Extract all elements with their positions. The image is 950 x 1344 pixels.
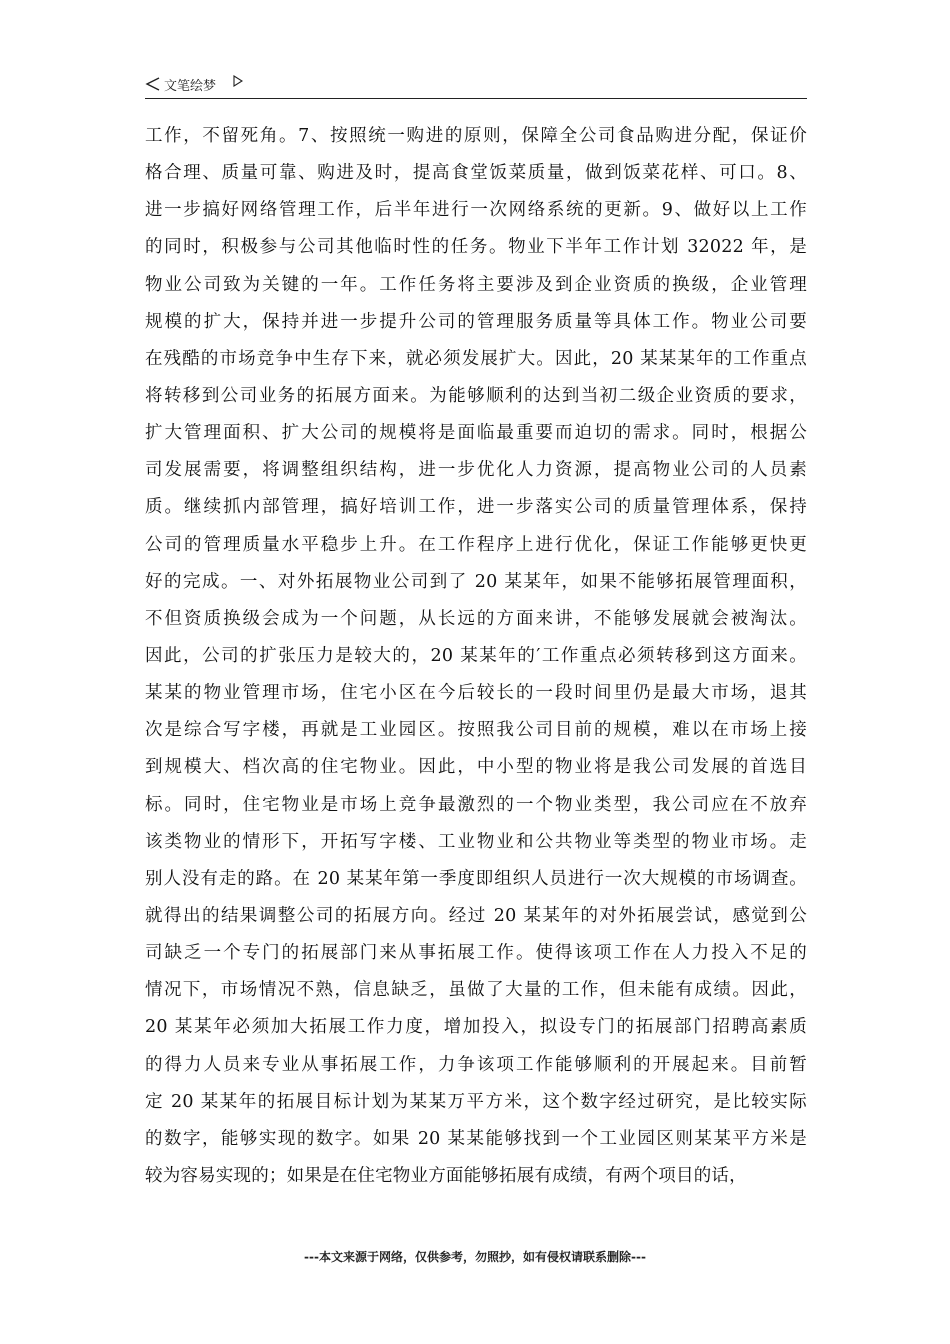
text-line: 的数字，能够实现的数字。如果 20 某某能够找到一个工业园区则某某平方米是 bbox=[145, 1128, 807, 1149]
text-line: 次是综合写字楼，再就是工业园区。按照我公司目前的规模，难以在市场上接 bbox=[145, 720, 807, 741]
text-line: 别人没有走的路。在 20 某某年第一季度即组织人员进行一次大规模的市场调查。 bbox=[145, 868, 807, 889]
right-triangle-icon bbox=[233, 75, 243, 87]
text-line: 该类物业的情形下，开拓写字楼、工业物业和公共物业等类型的物业市场。走 bbox=[145, 831, 807, 852]
text-line: 就得出的结果调整公司的拓展方向。经过 20 某某年的对外拓展尝试，感觉到公 bbox=[145, 905, 807, 926]
text-line: 质。继续抓内部管理，搞好培训工作，进一步落实公司的质量管理体系，保持 bbox=[145, 497, 807, 518]
text-line: 标。同时，住宅物业是市场上竞争最激烈的一个物业类型，我公司应在不放弃 bbox=[145, 794, 807, 815]
text-line: 好的完成。一、对外拓展物业公司到了 20 某某年，如果不能够拓展管理面积， bbox=[145, 571, 807, 592]
text-line: 格合理、质量可靠、购进及时，提高食堂饭菜质量，做到饭菜花样、可口。8、 bbox=[145, 163, 807, 184]
text-line: 20 某某年必须加大拓展工作力度，增加投入，拟设专门的拓展部门招聘高素质 bbox=[145, 1017, 807, 1038]
text-line: 进一步搞好网络管理工作，后半年进行一次网络系统的更新。9、做好以上工作 bbox=[145, 200, 807, 221]
text-line: 某某的物业管理市场，住宅小区在今后较长的一段时间里仍是最大市场，退其 bbox=[145, 683, 807, 704]
text-line: 情况下，市场情况不熟，信息缺乏，虽做了大量的工作，但未能有成绩。因此， bbox=[145, 980, 807, 1001]
text-line: 定 20 某某年的拓展目标计划为某某万平方米，这个数字经过研究，是比较实际 bbox=[145, 1091, 807, 1112]
text-line: 扩大管理面积、扩大公司的规模将是面临最重要而迫切的需求。同时，根据公 bbox=[145, 423, 807, 444]
page-footer-disclaimer: ---本文来源于网络，仅供参考，勿照抄，如有侵权请联系删除--- bbox=[304, 1250, 646, 1264]
left-triangle-icon bbox=[145, 76, 161, 92]
text-line: 在残酷的市场竞争中生存下来，就必须发展扩大。因此，20 某某某年的工作重点 bbox=[145, 348, 807, 369]
text-line: 司发展需要，将调整组织结构，进一步优化人力资源，提高物业公司的人员素 bbox=[145, 460, 807, 481]
header-title: 文笔绘梦 bbox=[164, 79, 217, 94]
text-line: 工作，不留死角。7、按照统一购进的原则，保障全公司食品购进分配，保证价 bbox=[145, 126, 807, 146]
text-line: 将转移到公司业务的拓展方面来。为能够顺利的达到当初二级企业资质的要求， bbox=[145, 385, 807, 406]
page-header bbox=[145, 72, 807, 99]
text-line: 较为容易实现的；如果是在住宅物业方面能够拓展有成绩，有两个项目的话， bbox=[145, 1165, 747, 1186]
text-line: 的得力人员来专业从事拓展工作，力争该项工作能够顺利的开展起来。目前暂 bbox=[145, 1054, 807, 1075]
text-line: 因此，公司的扩张压力是较大的，20 某某年的′工作重点必须转移到这方面来。 bbox=[145, 645, 807, 666]
text-line: 规模的扩大，保持并进一步提升公司的管理服务质量等具体工作。物业公司要 bbox=[145, 311, 807, 332]
document-body bbox=[145, 118, 807, 1195]
text-line: 物业公司致为关键的一年。工作任务将主要涉及到企业资质的换级，企业管理 bbox=[145, 274, 807, 295]
text-line: 司缺乏一个专门的拓展部门来从事拓展工作。使得该项工作在人力投入不足的 bbox=[145, 943, 807, 964]
text-line: 不但资质换级会成为一个问题，从长远的方面来讲，不能够发展就会被淘汰。 bbox=[145, 608, 807, 629]
text-line: 的同时，积极参与公司其他临时性的任务。物业下半年工作计划 32022 年，是 bbox=[145, 237, 807, 258]
text-line: 公司的管理质量水平稳步上升。在工作程序上进行优化，保证工作能够更快更 bbox=[145, 534, 807, 555]
text-line: 到规模大、档次高的住宅物业。因此，中小型的物业将是我公司发展的首选目 bbox=[145, 757, 807, 778]
